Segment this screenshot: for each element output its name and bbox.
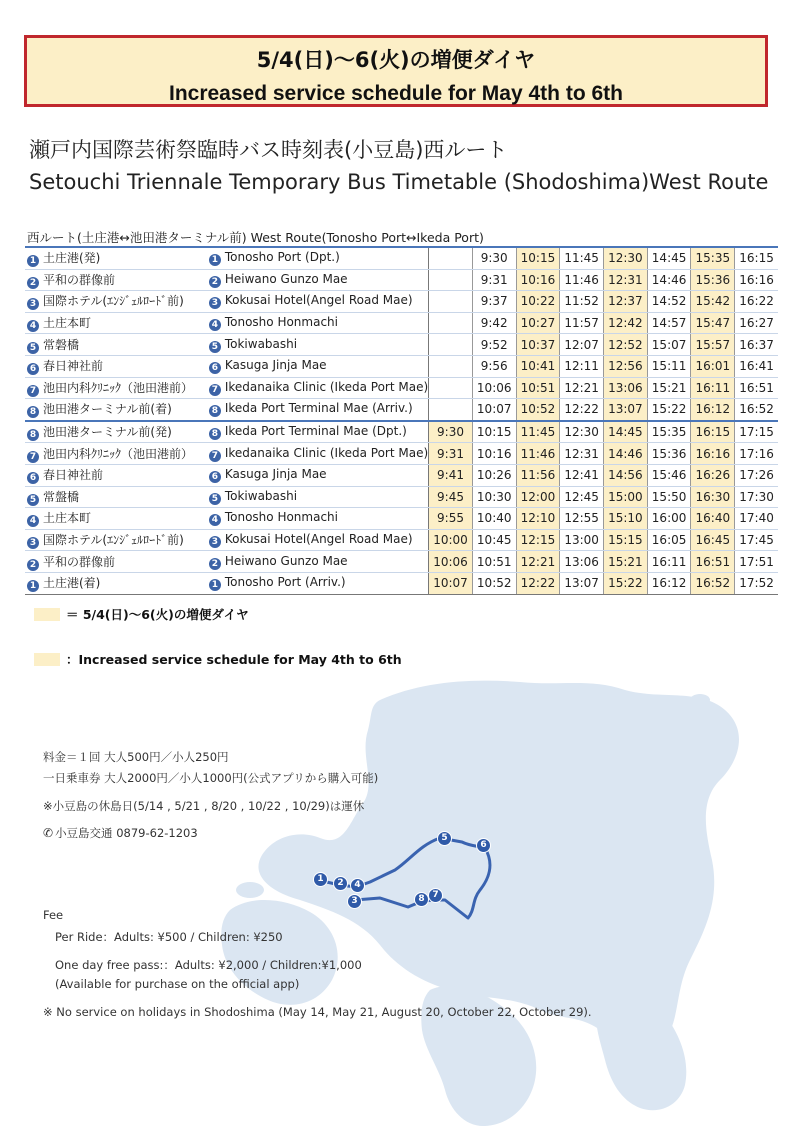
departure-time: 9:30 bbox=[429, 421, 473, 443]
holiday-en: ※ No service on holidays in Shodoshima (May 14, May 21, August 20, October 22, October 29). bbox=[43, 1005, 592, 1019]
departure-time: 11:45 bbox=[516, 421, 560, 443]
departure-time: 12:10 bbox=[516, 508, 560, 530]
departure-time: 12:30 bbox=[604, 247, 648, 269]
stop-name-en-text: Kokusai Hotel(Angel Road Mae) bbox=[224, 293, 413, 308]
stop-number-icon: 7 bbox=[27, 451, 39, 463]
departure-time: 16:15 bbox=[691, 421, 735, 443]
stop-number-icon: 2 bbox=[27, 559, 39, 571]
departure-time: 12:00 bbox=[516, 486, 560, 508]
phone-icon: ✆ bbox=[43, 826, 54, 840]
stop-name-jp bbox=[25, 334, 207, 356]
departure-time: 16:37 bbox=[735, 334, 778, 356]
stop-name-en-text: Kasuga Jinja Mae bbox=[224, 358, 327, 373]
departure-time: 16:52 bbox=[691, 572, 735, 594]
stop-number-icon: 4 bbox=[209, 319, 221, 331]
departure-time: 10:07 bbox=[472, 399, 516, 421]
stop-name-jp bbox=[25, 572, 207, 594]
departure-time: 9:41 bbox=[429, 464, 473, 486]
stop-number-icon: 4 bbox=[209, 514, 221, 526]
table-row bbox=[25, 399, 778, 421]
stop-name-en-text: Ikeda Port Terminal Mae (Arriv.) bbox=[224, 401, 413, 416]
stop-number-icon: 6 bbox=[209, 471, 221, 483]
stop-name-jp bbox=[25, 443, 207, 465]
stop-name-en bbox=[207, 464, 429, 486]
stop-name-jp-text: 平和の群像前 bbox=[43, 272, 116, 287]
stop-name-jp-text: 春日神社前 bbox=[43, 359, 104, 374]
departure-time bbox=[429, 312, 473, 334]
departure-time: 12:55 bbox=[560, 508, 604, 530]
departure-time: 16:51 bbox=[691, 551, 735, 573]
departure-time: 16:26 bbox=[691, 464, 735, 486]
map-stop-marker: 4 bbox=[350, 878, 365, 893]
departure-time: 17:15 bbox=[735, 421, 778, 443]
departure-time: 16:01 bbox=[691, 355, 735, 377]
stop-name-jp bbox=[25, 486, 207, 508]
stop-number-icon: 8 bbox=[209, 428, 221, 440]
departure-time: 12:56 bbox=[604, 355, 648, 377]
stop-name-en-text: Tonosho Port (Dpt.) bbox=[224, 250, 340, 265]
departure-time: 16:12 bbox=[691, 399, 735, 421]
departure-time: 10:52 bbox=[472, 572, 516, 594]
departure-time: 10:22 bbox=[516, 291, 560, 313]
departure-time bbox=[429, 377, 473, 399]
departure-time: 15:07 bbox=[647, 334, 691, 356]
stop-number-icon: 4 bbox=[27, 320, 39, 332]
departure-time: 12:30 bbox=[560, 421, 604, 443]
stop-number-icon: 7 bbox=[209, 384, 221, 396]
departure-time: 11:46 bbox=[516, 443, 560, 465]
departure-time: 16:30 bbox=[691, 486, 735, 508]
stop-number-icon: 1 bbox=[27, 580, 39, 592]
stop-name-en bbox=[207, 443, 429, 465]
stop-name-en bbox=[207, 291, 429, 313]
stop-number-icon: 5 bbox=[209, 341, 221, 353]
stop-number-icon: 2 bbox=[209, 276, 221, 288]
departure-time: 15:57 bbox=[691, 334, 735, 356]
stop-name-jp-text: 平和の群像前 bbox=[43, 554, 116, 569]
stop-name-jp bbox=[25, 377, 207, 399]
departure-time: 9:31 bbox=[429, 443, 473, 465]
table-row bbox=[25, 269, 778, 291]
stop-number-icon: 1 bbox=[209, 254, 221, 266]
departure-time: 10:06 bbox=[429, 551, 473, 573]
phone-jp bbox=[43, 825, 198, 841]
departure-time: 10:45 bbox=[472, 529, 516, 551]
departure-time: 10:00 bbox=[429, 529, 473, 551]
banner-title-en: Increased service schedule for May 4th to 6th bbox=[168, 82, 623, 105]
table-row bbox=[25, 551, 778, 573]
fare-jp: 料金＝１回 大人500円／小人250円 bbox=[43, 750, 229, 764]
day-pass-note: (Available for purchase on the official app) bbox=[55, 977, 300, 991]
departure-time: 16:51 bbox=[735, 377, 778, 399]
departure-time: 17:26 bbox=[735, 464, 778, 486]
departure-time: 9:31 bbox=[472, 269, 516, 291]
stop-number-icon: 3 bbox=[27, 298, 39, 310]
table-row bbox=[25, 443, 778, 465]
legend-jp-text: ＝ 5/4(日)～6(火)の増便ダイヤ bbox=[66, 607, 249, 622]
departure-time: 12:22 bbox=[560, 399, 604, 421]
page-title-jp: 瀬戸内国際芸術祭臨時バス時刻表(小豆島)西ルート bbox=[29, 138, 508, 162]
stop-number-icon: 6 bbox=[209, 362, 221, 374]
day-pass-fee: One day free pass:：Adults: ¥2,000 / Children:¥1,000 bbox=[55, 958, 362, 972]
stop-number-icon: 7 bbox=[209, 450, 221, 462]
departure-time: 15:21 bbox=[604, 551, 648, 573]
page-title-en: Setouchi Triennale Temporary Bus Timetable (Shodoshima)West Route bbox=[29, 170, 769, 194]
departure-time: 16:40 bbox=[691, 508, 735, 530]
departure-time: 15:47 bbox=[691, 312, 735, 334]
banner-title-jp: 5/4(日)～6(火)の増便ダイヤ bbox=[256, 48, 536, 72]
departure-time: 9:37 bbox=[472, 291, 516, 313]
table-row bbox=[25, 486, 778, 508]
stop-number-icon: 5 bbox=[209, 493, 221, 505]
departure-time: 15:11 bbox=[647, 355, 691, 377]
table-row bbox=[25, 464, 778, 486]
stop-number-icon: 6 bbox=[27, 363, 39, 375]
stop-name-en bbox=[207, 486, 429, 508]
stop-name-en bbox=[207, 421, 429, 443]
departure-time bbox=[429, 269, 473, 291]
departure-time: 12:41 bbox=[560, 464, 604, 486]
stop-number-icon: 2 bbox=[27, 277, 39, 289]
departure-time: 15:36 bbox=[647, 443, 691, 465]
table-row bbox=[25, 312, 778, 334]
departure-time: 14:46 bbox=[647, 269, 691, 291]
legend-swatch bbox=[34, 608, 60, 621]
timetable bbox=[25, 246, 778, 595]
departure-time: 10:27 bbox=[516, 312, 560, 334]
stop-name-jp-text: 春日神社前 bbox=[43, 468, 104, 483]
departure-time: 15:00 bbox=[604, 486, 648, 508]
stop-name-en-text: Ikeda Port Terminal Mae (Dpt.) bbox=[224, 424, 407, 439]
departure-time: 10:07 bbox=[429, 572, 473, 594]
stop-number-icon: 7 bbox=[27, 385, 39, 397]
stop-name-jp-text: 池田内科ｸﾘﾆｯｸ（池田港前） bbox=[43, 380, 194, 395]
departure-time: 16:52 bbox=[735, 399, 778, 421]
departure-time: 9:55 bbox=[429, 508, 473, 530]
departure-time: 12:07 bbox=[560, 334, 604, 356]
departure-time: 11:45 bbox=[560, 247, 604, 269]
stop-name-en bbox=[207, 399, 429, 421]
stop-name-en bbox=[207, 355, 429, 377]
holiday-jp: ※小豆島の休島日(5/14 , 5/21 , 8/20 , 10/22 , 10/29)は運休 bbox=[43, 799, 365, 813]
departure-time: 15:35 bbox=[691, 247, 735, 269]
stop-name-en-text: Tokiwabashi bbox=[224, 336, 298, 351]
stop-number-icon: 1 bbox=[209, 579, 221, 591]
departure-time: 16:15 bbox=[735, 247, 778, 269]
stop-name-en-text: Heiwano Gunzo Mae bbox=[224, 271, 348, 286]
map-stop-marker: 3 bbox=[347, 894, 362, 909]
table-row bbox=[25, 572, 778, 594]
departure-time: 13:06 bbox=[560, 551, 604, 573]
departure-time: 15:22 bbox=[647, 399, 691, 421]
stop-number-icon: 8 bbox=[27, 429, 39, 441]
departure-time: 12:22 bbox=[516, 572, 560, 594]
stop-number-icon: 8 bbox=[27, 406, 39, 418]
departure-time: 9:52 bbox=[472, 334, 516, 356]
departure-time: 16:22 bbox=[735, 291, 778, 313]
per-ride-fee: Per Ride：Adults: ¥500 / Children: ¥250 bbox=[55, 930, 283, 944]
stop-name-jp bbox=[25, 312, 207, 334]
departure-time: 14:46 bbox=[604, 443, 648, 465]
departure-time: 10:37 bbox=[516, 334, 560, 356]
departure-time: 14:56 bbox=[604, 464, 648, 486]
stop-name-en bbox=[207, 529, 429, 551]
departure-time: 15:15 bbox=[604, 529, 648, 551]
departure-time: 15:46 bbox=[647, 464, 691, 486]
departure-time: 16:16 bbox=[691, 443, 735, 465]
stop-name-jp bbox=[25, 399, 207, 421]
departure-time: 15:35 bbox=[647, 421, 691, 443]
departure-time bbox=[429, 247, 473, 269]
table-row bbox=[25, 291, 778, 313]
stop-number-icon: 5 bbox=[27, 494, 39, 506]
departure-time: 13:06 bbox=[604, 377, 648, 399]
fee-heading: Fee bbox=[43, 908, 64, 922]
stop-name-jp-text: 土庄港(発) bbox=[43, 251, 101, 266]
departure-time: 12:21 bbox=[560, 377, 604, 399]
departure-time bbox=[429, 399, 473, 421]
stop-number-icon: 3 bbox=[209, 536, 221, 548]
stop-name-jp-text: 常盤橋 bbox=[43, 489, 80, 504]
stop-name-jp-text: 池田港ターミナル前(発) bbox=[43, 425, 172, 440]
departure-time: 12:37 bbox=[604, 291, 648, 313]
map-stop-marker: 1 bbox=[313, 872, 328, 887]
stop-name-jp-text: 土庄本町 bbox=[43, 316, 92, 331]
departure-time: 10:06 bbox=[472, 377, 516, 399]
departure-time bbox=[429, 355, 473, 377]
departure-time: 14:45 bbox=[604, 421, 648, 443]
stop-name-en-text: Kokusai Hotel(Angel Road Mae) bbox=[224, 532, 413, 547]
stop-name-jp-text: 土庄港(着) bbox=[43, 576, 101, 591]
stop-name-jp bbox=[25, 421, 207, 443]
departure-time: 10:15 bbox=[472, 421, 516, 443]
stop-name-en-text: Heiwano Gunzo Mae bbox=[224, 553, 348, 568]
departure-time: 16:12 bbox=[647, 572, 691, 594]
table-row bbox=[25, 529, 778, 551]
stop-name-en-text: Kasuga Jinja Mae bbox=[224, 467, 327, 482]
departure-time: 9:56 bbox=[472, 355, 516, 377]
stop-name-en bbox=[207, 269, 429, 291]
stop-number-icon: 2 bbox=[209, 558, 221, 570]
stop-number-icon: 6 bbox=[27, 472, 39, 484]
departure-time: 16:27 bbox=[735, 312, 778, 334]
stop-name-en-text: Tokiwabashi bbox=[224, 488, 298, 503]
stop-name-en bbox=[207, 572, 429, 594]
table-row bbox=[25, 508, 778, 530]
stop-number-icon: 8 bbox=[209, 405, 221, 417]
departure-time: 15:50 bbox=[647, 486, 691, 508]
stop-name-jp-text: 池田港ターミナル前(着) bbox=[43, 402, 172, 417]
departure-time: 12:11 bbox=[560, 355, 604, 377]
departure-time: 14:52 bbox=[647, 291, 691, 313]
departure-time: 9:42 bbox=[472, 312, 516, 334]
departure-time: 17:30 bbox=[735, 486, 778, 508]
departure-time: 17:16 bbox=[735, 443, 778, 465]
legend-en-text: ：Increased service schedule for May 4th to 6th bbox=[66, 652, 402, 667]
table-row bbox=[25, 355, 778, 377]
departure-time: 10:26 bbox=[472, 464, 516, 486]
departure-time: 13:07 bbox=[560, 572, 604, 594]
departure-time: 10:52 bbox=[516, 399, 560, 421]
departure-time: 10:16 bbox=[472, 443, 516, 465]
departure-time: 15:42 bbox=[691, 291, 735, 313]
stop-name-en bbox=[207, 508, 429, 530]
departure-time: 10:15 bbox=[516, 247, 560, 269]
stop-number-icon: 3 bbox=[209, 297, 221, 309]
departure-time: 16:16 bbox=[735, 269, 778, 291]
departure-time: 12:42 bbox=[604, 312, 648, 334]
stop-name-en bbox=[207, 334, 429, 356]
departure-time: 10:41 bbox=[516, 355, 560, 377]
island-map bbox=[0, 660, 800, 1131]
departure-time: 16:45 bbox=[691, 529, 735, 551]
stop-number-icon: 5 bbox=[27, 342, 39, 354]
stop-name-jp bbox=[25, 529, 207, 551]
table-row bbox=[25, 377, 778, 399]
departure-time: 10:16 bbox=[516, 269, 560, 291]
stop-name-en-text: Ikedanaika Clinic (Ikeda Port Mae) bbox=[224, 445, 429, 460]
header-banner bbox=[24, 35, 768, 107]
departure-time: 11:56 bbox=[516, 464, 560, 486]
stop-name-jp bbox=[25, 247, 207, 269]
legend-jp bbox=[34, 605, 249, 623]
stop-name-jp-text: 土庄本町 bbox=[43, 511, 92, 526]
departure-time bbox=[429, 334, 473, 356]
departure-time: 9:30 bbox=[472, 247, 516, 269]
departure-time: 14:45 bbox=[647, 247, 691, 269]
departure-time: 12:31 bbox=[560, 443, 604, 465]
table-row bbox=[25, 421, 778, 443]
departure-time: 11:57 bbox=[560, 312, 604, 334]
departure-time: 16:05 bbox=[647, 529, 691, 551]
stop-name-jp bbox=[25, 464, 207, 486]
map-stop-marker: 7 bbox=[428, 888, 443, 903]
stop-name-en bbox=[207, 247, 429, 269]
stop-number-icon: 3 bbox=[27, 537, 39, 549]
table-row bbox=[25, 247, 778, 269]
stop-name-en-text: Tonosho Honmachi bbox=[224, 315, 338, 330]
departure-time: 12:52 bbox=[604, 334, 648, 356]
departure-time: 16:11 bbox=[691, 377, 735, 399]
stop-number-icon: 4 bbox=[27, 515, 39, 527]
departure-time: 13:07 bbox=[604, 399, 648, 421]
departure-time: 9:45 bbox=[429, 486, 473, 508]
map-stop-marker: 8 bbox=[414, 892, 429, 907]
departure-time: 17:51 bbox=[735, 551, 778, 573]
stop-name-jp-text: 池田内科ｸﾘﾆｯｸ（池田港前） bbox=[43, 446, 194, 461]
departure-time: 16:00 bbox=[647, 508, 691, 530]
stop-name-en-text: Tonosho Port (Arriv.) bbox=[224, 575, 346, 590]
phone-text: 小豆島交通 0879-62-1203 bbox=[55, 826, 198, 840]
departure-time: 10:51 bbox=[516, 377, 560, 399]
departure-time: 12:45 bbox=[560, 486, 604, 508]
stop-name-jp-text: 国際ホテル(ｴﾝｼﾞｪﾙﾛｰﾄﾞ前) bbox=[43, 533, 184, 548]
stop-name-en bbox=[207, 377, 429, 399]
daypass-jp: 一日乗車券 大人2000円／小人1000円(公式アプリから購入可能) bbox=[43, 771, 379, 785]
departure-time: 12:21 bbox=[516, 551, 560, 573]
departure-time: 15:36 bbox=[691, 269, 735, 291]
departure-time: 17:52 bbox=[735, 572, 778, 594]
stop-number-icon: 1 bbox=[27, 255, 39, 267]
departure-time: 14:57 bbox=[647, 312, 691, 334]
stop-name-jp bbox=[25, 291, 207, 313]
departure-time: 15:10 bbox=[604, 508, 648, 530]
stop-name-jp-text: 常磐橋 bbox=[43, 337, 80, 352]
stop-name-jp bbox=[25, 508, 207, 530]
stop-name-en-text: Ikedanaika Clinic (Ikeda Port Mae) bbox=[224, 379, 429, 394]
map-stop-marker: 6 bbox=[476, 838, 491, 853]
route-label: 西ルート(土庄港↔池田港ターミナル前) West Route(Tonosho Port↔Ikeda Port) bbox=[27, 230, 484, 245]
departure-time: 10:40 bbox=[472, 508, 516, 530]
departure-time: 10:30 bbox=[472, 486, 516, 508]
departure-time: 11:52 bbox=[560, 291, 604, 313]
departure-time: 16:11 bbox=[647, 551, 691, 573]
departure-time: 15:21 bbox=[647, 377, 691, 399]
stop-name-jp bbox=[25, 269, 207, 291]
departure-time: 12:15 bbox=[516, 529, 560, 551]
stop-name-en bbox=[207, 551, 429, 573]
departure-time: 13:00 bbox=[560, 529, 604, 551]
departure-time: 16:41 bbox=[735, 355, 778, 377]
departure-time: 10:51 bbox=[472, 551, 516, 573]
stop-name-en bbox=[207, 312, 429, 334]
stop-name-en-text: Tonosho Honmachi bbox=[224, 510, 338, 525]
departure-time: 12:31 bbox=[604, 269, 648, 291]
departure-time: 11:46 bbox=[560, 269, 604, 291]
map-stop-marker: 5 bbox=[437, 831, 452, 846]
map-stop-marker: 2 bbox=[333, 876, 348, 891]
stop-name-jp bbox=[25, 355, 207, 377]
island-landmass bbox=[221, 681, 739, 1126]
stop-name-jp-text: 国際ホテル(ｴﾝｼﾞｪﾙﾛｰﾄﾞ前) bbox=[43, 294, 184, 309]
departure-time: 17:40 bbox=[735, 508, 778, 530]
departure-time: 15:22 bbox=[604, 572, 648, 594]
departure-time: 17:45 bbox=[735, 529, 778, 551]
table-row bbox=[25, 334, 778, 356]
stop-name-jp bbox=[25, 551, 207, 573]
departure-time bbox=[429, 291, 473, 313]
